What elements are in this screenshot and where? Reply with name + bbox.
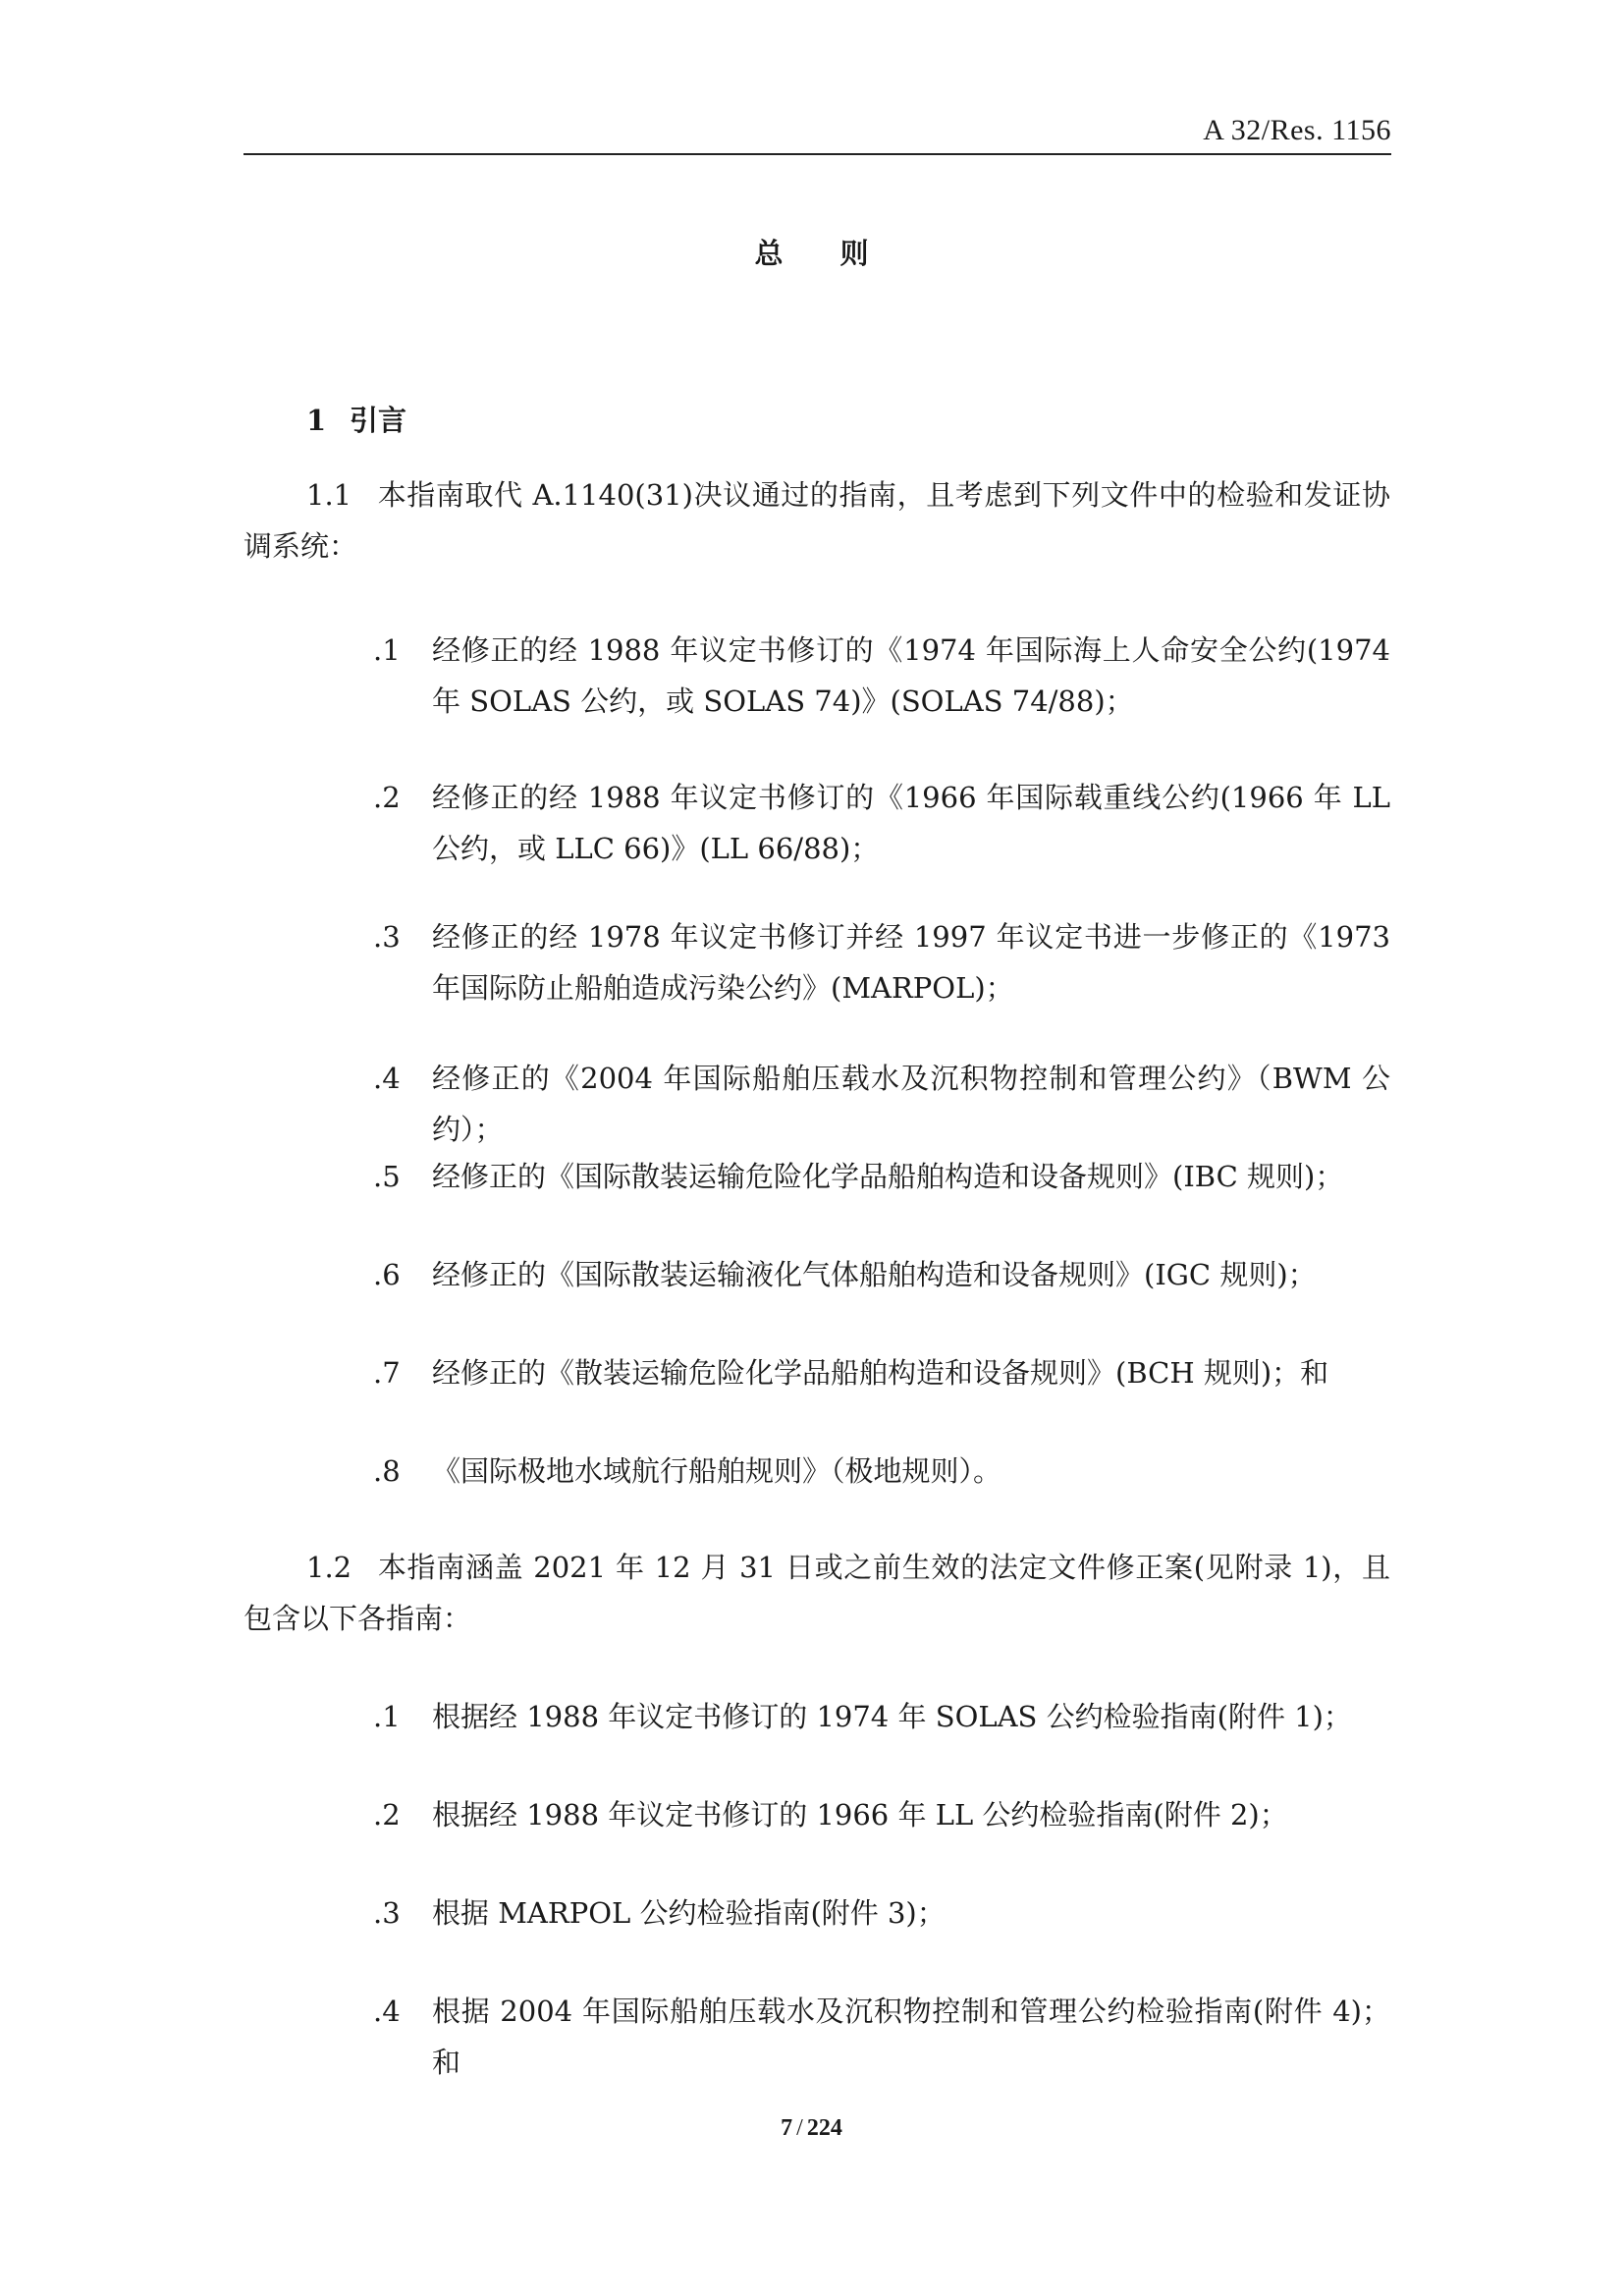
list-item: [373, 1986, 1390, 2088]
list-item: [373, 772, 1390, 874]
list-item-number: .5: [373, 1160, 401, 1193]
list-item: [373, 1151, 1390, 1202]
list-item-text: 根据 2004 年国际船舶压载水及沉积物控制和管理公约检验指南(附件 4)；和: [432, 1995, 1390, 2079]
list-item: [373, 1347, 1390, 1398]
section-number: 1: [306, 404, 327, 437]
list-item-text: 经修正的《散装运输危险化学品船舶构造和设备规则》(BCH 规则)；和: [432, 1356, 1329, 1390]
list-item-text: 经修正的经 1988 年议定书修订的《1966 年国际载重线公约(1966 年 LL 公约，或 LLC 66)》(LL 66/88)；: [432, 781, 1390, 865]
list-item: [373, 1446, 1390, 1497]
list-item: [373, 1691, 1390, 1742]
list-item-text: 根据 MARPOL 公约检验指南(附件 3)；: [432, 1896, 946, 1930]
section-heading: [306, 399, 406, 439]
list-item-number: .4: [373, 1062, 401, 1095]
list-item-text: 经修正的经 1978 年议定书修订并经 1997 年议定书进一步修正的《1973 年国际防止船舶造成污染公约》(MARPOL)；: [432, 920, 1390, 1005]
list-item-number: .2: [373, 1798, 401, 1831]
header-rule: [243, 153, 1391, 155]
paragraph-1-1: [243, 469, 1390, 572]
current-page: 7: [781, 2115, 793, 2141]
document-reference: A 32/Res. 1156: [1203, 114, 1391, 146]
list-item-number: .4: [373, 1995, 401, 2028]
paragraph-number: 1.1: [306, 478, 352, 512]
list-item-number: .2: [373, 781, 401, 814]
paragraph-number: 1.2: [306, 1551, 352, 1584]
section-title: 引言: [350, 404, 407, 437]
page-number: [0, 2115, 1623, 2142]
list-item-text: 根据经 1988 年议定书修订的 1974 年 SOLAS 公约检验指南(附件 1)；: [432, 1700, 1352, 1733]
list-item: [373, 1887, 1390, 1939]
list-item-text: 经修正的《国际散装运输危险化学品船舶构造和设备规则》(IBC 规则)；: [432, 1160, 1344, 1193]
list-item-text: 《国际极地水域航行船舶规则》（极地规则）。: [432, 1454, 1002, 1488]
list-item-number: .7: [373, 1356, 401, 1390]
list-item-number: .3: [373, 920, 401, 954]
list-item-number: .8: [373, 1454, 401, 1488]
list-item-number: .1: [373, 633, 401, 667]
list-item-number: .6: [373, 1258, 401, 1291]
list-item: [373, 625, 1390, 727]
list-item-number: .3: [373, 1896, 401, 1930]
paragraph-1-2: [243, 1542, 1390, 1644]
page-separator: /: [796, 2115, 803, 2141]
list-item-text: 经修正的《国际散装运输液化气体船舶构造和设备规则》(IGC 规则)；: [432, 1258, 1317, 1291]
list-item-text: 根据经 1988 年议定书修订的 1966 年 LL 公约检验指南(附件 2)；: [432, 1798, 1288, 1831]
list-item-text: 经修正的经 1988 年议定书修订的《1974 年国际海上人命安全公约(1974 年 SOLAS 公约，或 SOLAS 74)》(SOLAS 74/88)；: [432, 633, 1390, 718]
list-item: [373, 1789, 1390, 1840]
page-title: 总 则: [754, 237, 893, 270]
total-pages: 224: [806, 2115, 842, 2141]
list-item-text: 经修正的《2004 年国际船舶压载水及沉积物控制和管理公约》（BWM 公约）；: [432, 1062, 1390, 1146]
list-item-number: .1: [373, 1700, 401, 1733]
list-item: [373, 1053, 1390, 1155]
list-item: [373, 911, 1390, 1013]
paragraph-text: 本指南取代 A.1140(31)决议通过的指南，且考虑到下列文件中的检验和发证协调系统：: [243, 478, 1390, 563]
paragraph-text: 本指南涵盖 2021 年 12 月 31 日或之前生效的法定文件修正案(见附录 1)，且包含以下各指南：: [243, 1551, 1390, 1635]
list-item: [373, 1249, 1390, 1300]
